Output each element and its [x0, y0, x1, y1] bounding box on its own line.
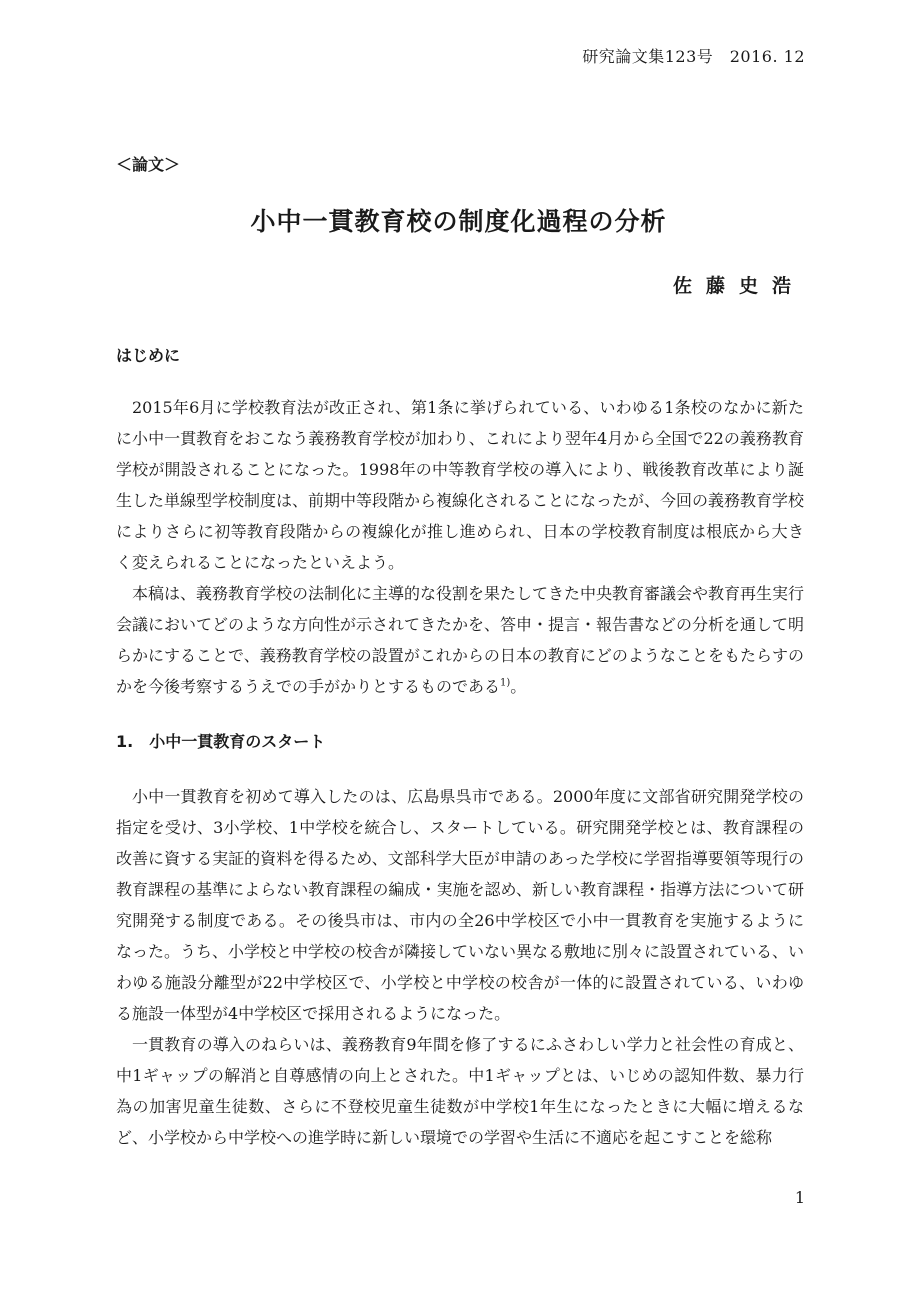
- article-title: 小中一貫教育校の制度化過程の分析: [250, 207, 667, 236]
- intro-paragraph-2: [116, 578, 804, 702]
- intro-paragraph-2-text: 本稿は、義務教育学校の法制化に主導的な役割を果たしてきた中央教育審議会や教育再生実行会議においてどのような方向性が示されてきたかを、答申・提言・報告書などの分析を通して明らかにすることで、義務教育学校の設置がこれからの日本の教育にどのようなことをもたらすのかを今後考察するうえでの手がかりとするものである: [116, 584, 805, 696]
- article-author: 佐藤史浩: [672, 275, 805, 297]
- intro-body: [116, 392, 804, 702]
- journal-header: 研究論文集123号 2016. 12: [582, 47, 805, 66]
- section-heading-intro: はじめに: [116, 346, 181, 365]
- section1-body: [116, 781, 804, 1153]
- footnote-mark: 1): [500, 677, 511, 689]
- section1-paragraph-1: 小中一貫教育を初めて導入したのは、広島県呉市である。2000年度に文部省研究開発学校の指定を受け、3小学校、1中学校を統合し、スタートしている。研究開発学校とは、教育課程の改善に資する実証的資料を得るため、文部科学大臣が申請のあった学校に学習指導要領等現行の教育課程の基準によらない教育課程の編成・実施を認め、新しい教育課程・指導方法について研究開発する制度である。その後呉市は、市内の全26中学校区で小中一貫教育を実施するようになった。うち、小学校と中学校の校舎が隣接していない異なる敷地に別々に設置されている、いわゆる施設分離型が22中学校区で、小学校と中学校の校舎が一体的に設置されている、いわゆる施設一体型が4中学校区で採用されるようになった。: [116, 787, 805, 1023]
- page-number: 1: [794, 1188, 805, 1207]
- article-category: ＜論文＞: [116, 155, 181, 174]
- intro-paragraph-2-end: 。: [510, 677, 527, 696]
- intro-paragraph-1: 2015年6月に学校教育法が改正され、第1条に挙げられている、いわゆる1条校のなかに新たに小中一貫教育をおこなう義務教育学校が加わり、これにより翌年4月から全国で22の義務教育学校が開設されることになった。1998年の中等教育学校の導入により、戦後教育改革により誕生した単線型学校制度は、前期中等段階から複線化されることになったが、今回の義務教育学校によりさらに初等教育段階からの複線化が推し進められ、日本の学校教育制度は根底から大きく変えられることになったといえよう。: [116, 398, 805, 572]
- section-heading-1: 1. 小中一貫教育のスタート: [116, 732, 326, 751]
- section1-paragraph-2: 一貫教育の導入のねらいは、義務教育9年間を修了するにふさわしい学力と社会性の育成と、中1ギャップの解消と自尊感情の向上とされた。中1ギャップとは、いじめの認知件数、暴力行為の加害児童生徒数、さらに不登校児童生徒数が中学校1年生になったときに大幅に増えるなど、小学校から中学校への進学時に新しい環境での学習や生活に不適応を起こすことを総称: [116, 1035, 804, 1147]
